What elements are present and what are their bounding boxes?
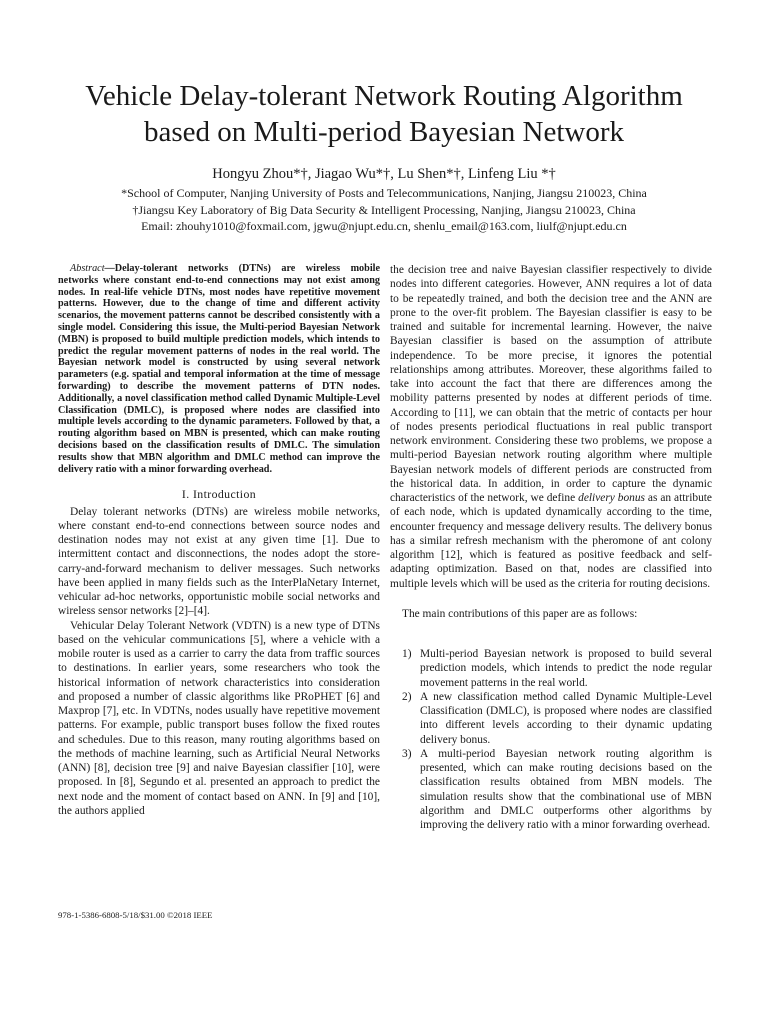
list-item-number: 3) [402,747,412,760]
abstract [58,263,380,475]
list-item-text: A new classification method called Dynamic Multiple-Level Classification (DMLC), is proposed where nodes are classified into different levels according to their dynamic updating delivery bonus. [420,690,712,746]
affiliation-school: *School of Computer, Nanjing University of Posts and Telecommunications, Nanjing, Jiangsu 210023, China [121,186,647,200]
list-item-text: Multi-period Bayesian network is proposed to build several prediction models, which intends to predict the node regular movement patterns in the real world. [420,648,712,689]
author-emails: Email: zhouhy1010@foxmail.com, jgwu@njupt.edu.cn, shenlu_email@163.com, liulf@njupt.edu.cn [141,219,627,233]
title-line-1: Vehicle Delay-tolerant Network Routing Algorithm [85,80,683,112]
list-item [390,747,712,833]
affiliation-lab: †Jiangsu Key Laboratory of Big Data Security & Intelligent Processing, Nanjing, Jiangsu 210023, China [132,202,636,217]
list-item-number: 1) [402,648,412,660]
intro-paragraph-3 [390,263,712,591]
delivery-bonus-term: delivery bonus [578,492,645,504]
intro-paragraph-2: Vehicular Delay Tolerant Network (VDTN) is a new type of DTNs based on the vehicular communications [5], where a vehicle with a mobile router is used as a carrier to carry the data from traffic sources to destinations. In earlier years, some researchers who took the historical information of network characteristics into consideration and proposed a number of classic algorithms like PRoPHET [6] and Maxprop [7], etc. In VDTNs, nodes usually have repetitive movement patterns. For example, public transport buses follow the fixed routes and schedules. Due to this reason, many routing algorithms based on the methods of machine learning, such as Artificial Neural Networks (ANN) [8], decision tree [9] and naive Bayesian classifier [10], were proposed. In [8], Segundo et al. presented an approach to predict the next node and the moment of contact based on ANN. In [9] and [10], the authors applied [58,619,380,817]
affiliations [40,185,728,235]
para3-text-b: as an attribute of each node, which is updated dynamically according to the time, encounter frequency and message delivery results. The delivery bonus has a similar refresh mechanism with the pheromone of ant colony algorithm [12], which is featured as positive feedback and self-adapting optimization. Based on that, nodes are classified into multiple levels which will be used as the criteria for routing decisions. [390,492,712,590]
para3-text-a: the decision tree and naive Bayesian classifier respectively to divide nodes into different categories. However, ANN requires a lot of data to be repeatedly trained, and both the decision tree and the ANN are prone to the over-fit problem. The Bayesian classifier is easy to be trained and suitable for incremental learning. However, the naive Bayesian classifier is based on the assumption of attribute independence. To be more precise, it ignores the potential relationships among attributes. Moreover, these algorithms failed to take into account the fact that there are differences among the mobility patterns presented by nodes at different periods of time. According to [11], we can obtain that the metric of contacts per hour of nodes presents periodical fluctuations in real public transport network environment. Considering these two problems, we propose a multi-period Bayesian network routing algorithm where multiple Bayesian network models of different periods are constructed from the historical data. In addition, in order to capture the dynamic characteristics of the network, we define [390,264,712,504]
left-column [58,263,380,818]
copyright-footer: 978-1-5386-6808-5/18/$31.00 ©2018 IEEE [58,910,213,920]
title-line-2: based on Multi-period Bayesian Network [143,116,624,148]
right-column [390,263,712,832]
list-item [390,690,712,747]
abstract-label: Abstract [70,263,105,274]
abstract-text: —Delay-tolerant networks (DTNs) are wireless mobile networks where constant end-to-end connections may not exist among nodes. In real-life vehicle DTNs, most nodes have repetitive movement patterns. However, due to the change of time and different activity scenarios, the movement patterns cannot be described consistently with a single model. Considering this issue, the Multi-period Bayesian Network (MBN) is proposed to build multiple prediction models, which intends to predict the regular movement patterns of nodes in the real world. The Bayesian network model is constructed by using several network parameters (e.g. spatial and temporal information at the time of message forwarding) to describe the movement patterns of DTN nodes. Additionally, a novel classification method called Dynamic Multiple-Level Classification (DMLC), is proposed where nodes are classified into multiple levels according to the dynamic parameters. Followed by that, a routing algorithm based on MBN is presented, which can make routing decisions based on the classification results of DMLC. The simulation results show that MBN algorithm and DMLC method can improve the delivery ratio with a minor forwarding overhead. [58,263,380,475]
paper-title [40,78,728,150]
intro-paragraph-1: Delay tolerant networks (DTNs) are wireless mobile networks, where constant end-to-end connections between source nodes and destination nodes may not exist at any given time [1]. Due to intermittent contact and disconnections, the nodes adopt the store-carry-and-forward mechanism to deliver messages. Such networks have been applied in many fields such as the InterPlaNetary Internet, vehicular ad-hoc networks, opportunistic mobile social networks and wireless sensor networks [2]–[4]. [58,505,380,618]
contributions-list [390,647,712,832]
author-list: Hongyu Zhou*†, Jiagao Wu*†, Lu Shen*†, Linfeng Liu *† [212,166,556,182]
list-item-text: A multi-period Bayesian network routing algorithm is presented, which can make routing decisions based on the classification results obtained from MBN models. The simulation results show that the combinational use of MBN algorithm and DMLC outperforms other algorithms by improving the delivery ratio with a minor forwarding overhead. [420,747,712,831]
contributions-intro: The main contributions of this paper are as follows: [402,607,638,620]
section-heading-introduction: I. Introduction [181,487,257,502]
list-item [390,647,712,690]
list-item-number: 2) [402,690,412,703]
